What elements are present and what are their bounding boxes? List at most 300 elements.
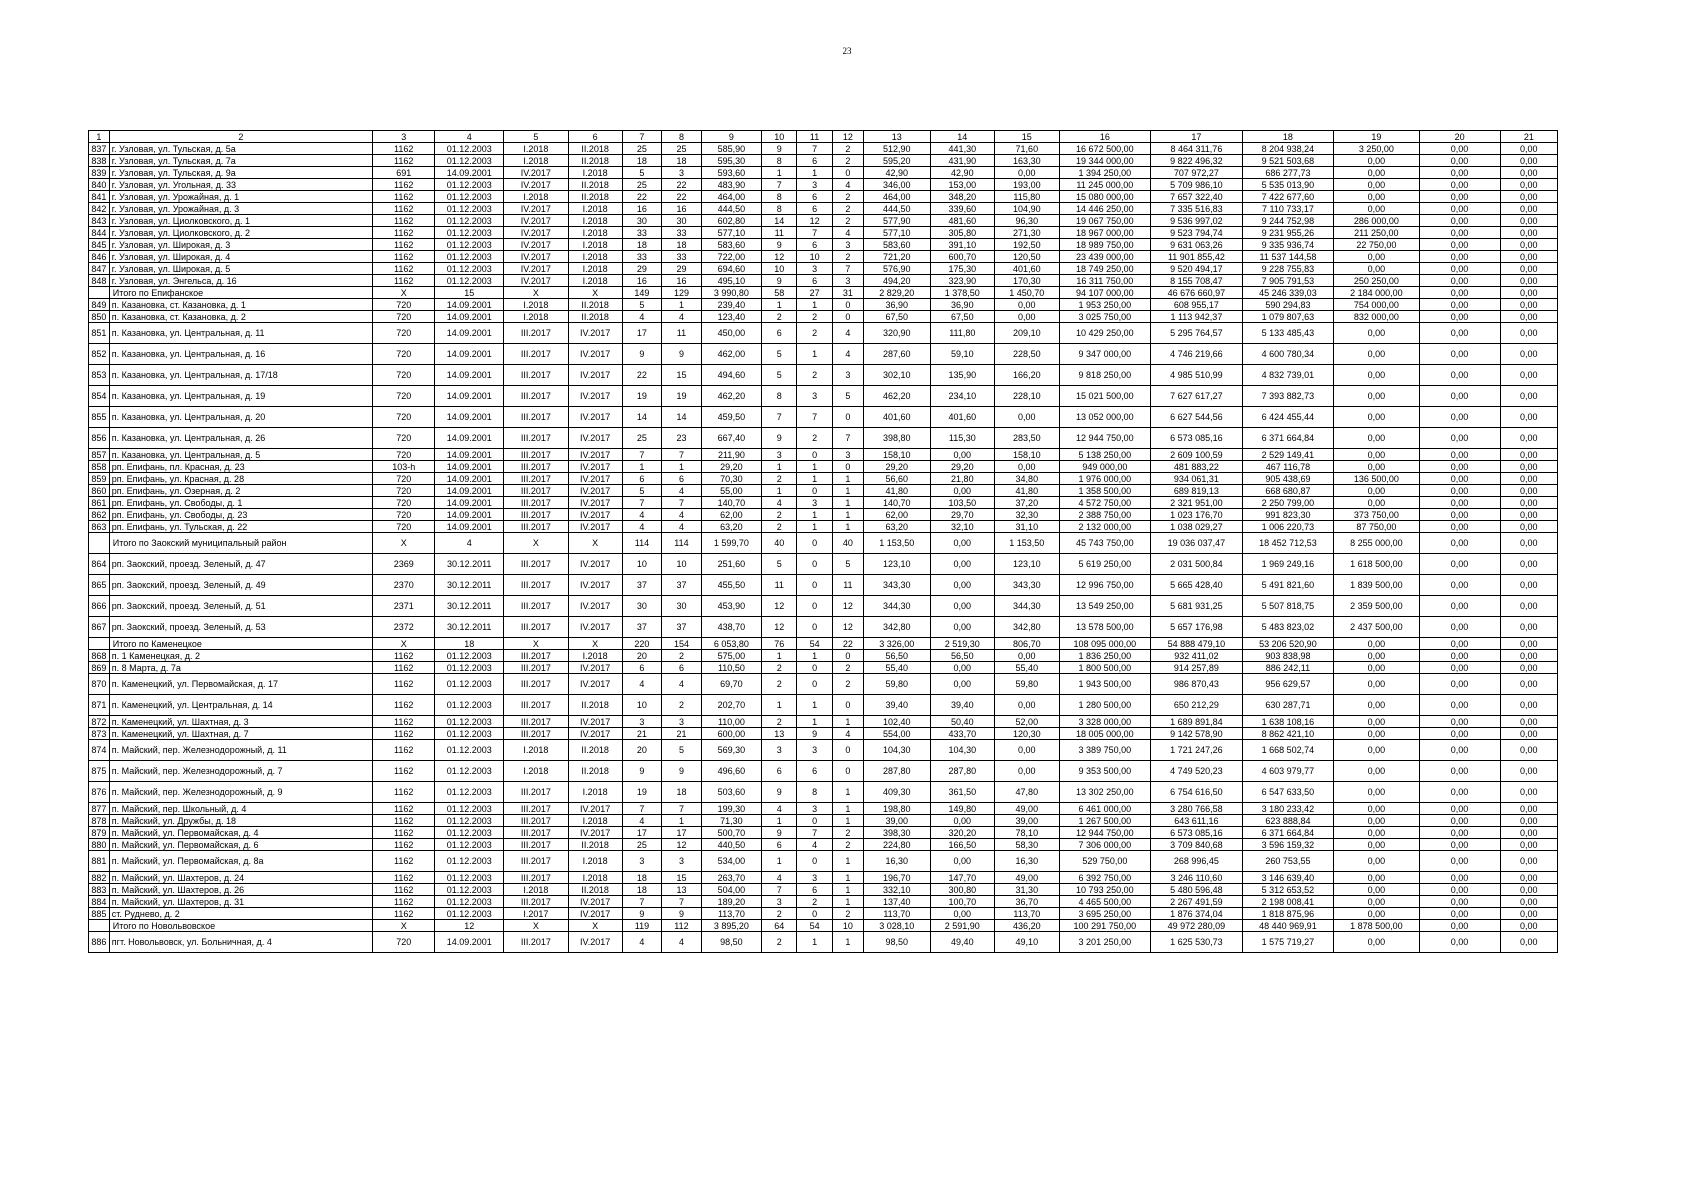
- table-cell: 2: [762, 662, 797, 674]
- table-cell: 7 422 677,60: [1242, 191, 1334, 203]
- table-cell: 5 657 176,98: [1151, 617, 1243, 638]
- table-cell: 332,10: [863, 884, 930, 896]
- table-cell: 0: [797, 449, 832, 461]
- table-cell: 6: [797, 203, 832, 215]
- table-cell: 211,90: [701, 449, 761, 461]
- table-cell: 14.09.2001: [435, 932, 504, 953]
- table-cell: 0: [832, 299, 863, 311]
- table-cell: 10: [832, 920, 863, 932]
- table-cell: III.2017: [504, 851, 569, 872]
- table-cell: 554,00: [863, 728, 930, 740]
- table-cell: 7 627 617,27: [1151, 386, 1243, 407]
- table-cell: 0,00: [1334, 167, 1419, 179]
- table-cell: 883: [89, 884, 110, 896]
- table-cell: 112: [662, 920, 702, 932]
- table-cell: 110,50: [701, 662, 761, 674]
- table-cell: IV.2017: [568, 596, 622, 617]
- table-cell: IV.2017: [568, 896, 622, 908]
- table-cell: 0,00: [1419, 449, 1500, 461]
- table-cell: 851: [89, 323, 110, 344]
- table-cell: 0,00: [1500, 695, 1557, 716]
- table-cell: 806,70: [995, 638, 1060, 650]
- table-cell: 630 287,71: [1242, 695, 1334, 716]
- table-cell: 8: [762, 203, 797, 215]
- table-cell: 0: [832, 761, 863, 782]
- column-number-cell: 1: [89, 131, 110, 143]
- table-cell: 1: [662, 299, 702, 311]
- table-cell: 01.12.2003: [435, 884, 504, 896]
- table-cell: 287,80: [930, 761, 995, 782]
- table-cell: III.2017: [504, 461, 569, 473]
- table-cell: 905 438,69: [1242, 473, 1334, 485]
- table-cell: 2: [797, 311, 832, 323]
- table-cell: 12: [797, 215, 832, 227]
- table-cell: 0,00: [1419, 323, 1500, 344]
- table-cell: 6: [662, 662, 702, 674]
- table-cell: 885: [89, 908, 110, 920]
- table-cell: 4: [832, 227, 863, 239]
- table-cell: 37: [622, 575, 662, 596]
- table-cell: 140,70: [863, 497, 930, 509]
- table-row: [89, 884, 1558, 896]
- table-cell: 3: [662, 716, 702, 728]
- table-cell: 577,90: [863, 215, 930, 227]
- table-cell: 2 321 951,00: [1151, 497, 1243, 509]
- table-cell: 7: [622, 896, 662, 908]
- table-cell: 842: [89, 203, 110, 215]
- table-cell: 569,30: [701, 740, 761, 761]
- table-cell: п. Казановка, ст. Казановка, д. 1: [109, 299, 372, 311]
- table-row: [89, 872, 1558, 884]
- table-cell: 56,50: [863, 650, 930, 662]
- table-cell: 877: [89, 803, 110, 815]
- table-cell: 21: [622, 728, 662, 740]
- table-cell: 12: [662, 839, 702, 851]
- table-cell: 14.09.2001: [435, 407, 504, 428]
- table-cell: 0: [797, 485, 832, 497]
- table-cell: 7: [662, 896, 702, 908]
- table-cell: 720: [373, 299, 435, 311]
- table-cell: II.2018: [568, 311, 622, 323]
- table-cell: 0,00: [1334, 908, 1419, 920]
- table-cell: 0,00: [1500, 662, 1557, 674]
- table-cell: 1162: [373, 851, 435, 872]
- table-cell: 1162: [373, 179, 435, 191]
- table-cell: 3 025 750,00: [1059, 311, 1151, 323]
- table-cell: 199,30: [701, 803, 761, 815]
- table-cell: 1 358 500,00: [1059, 485, 1151, 497]
- table-cell: 8 862 421,10: [1242, 728, 1334, 740]
- table-cell: Итого по Епифанское: [109, 287, 372, 299]
- column-number-cell: 4: [435, 131, 504, 143]
- table-cell: 0,00: [1334, 449, 1419, 461]
- table-cell: 838: [89, 155, 110, 167]
- table-cell: 0,00: [1500, 299, 1557, 311]
- table-cell: 0,00: [1500, 386, 1557, 407]
- table-cell: 8: [762, 191, 797, 203]
- table-cell: 7 657 322,40: [1151, 191, 1243, 203]
- table-cell: 2: [762, 674, 797, 695]
- table-cell: I.2017: [504, 908, 569, 920]
- table-cell: 0,00: [1500, 179, 1557, 191]
- table-cell: III.2017: [504, 803, 569, 815]
- table-cell: 2 609 100,59: [1151, 449, 1243, 461]
- table-cell: Итого по Заокский муниципальный район: [109, 533, 372, 554]
- table-cell: 4 572 750,00: [1059, 497, 1151, 509]
- table-cell: 0,00: [995, 461, 1060, 473]
- table-cell: 4 832 739,01: [1242, 365, 1334, 386]
- table-cell: 595,20: [863, 155, 930, 167]
- table-cell: 5: [762, 365, 797, 386]
- table-cell: г. Узловая, ул. Циолковского, д. 2: [109, 227, 372, 239]
- table-cell: 6 573 085,16: [1151, 428, 1243, 449]
- table-cell: 49 972 280,09: [1151, 920, 1243, 932]
- table-cell: 0: [797, 596, 832, 617]
- table-cell: 6: [797, 884, 832, 896]
- table-cell: п. Майский, пер. Школьный, д. 4: [109, 803, 372, 815]
- table-cell: 0,00: [1419, 932, 1500, 953]
- table-cell: 100 291 750,00: [1059, 920, 1151, 932]
- table-cell: 12 996 750,00: [1059, 575, 1151, 596]
- table-cell: 7 335 516,83: [1151, 203, 1243, 215]
- table-cell: 6: [797, 155, 832, 167]
- table-cell: 0,00: [1334, 251, 1419, 263]
- table-cell: 1162: [373, 203, 435, 215]
- table-cell: 0,00: [995, 311, 1060, 323]
- table-cell: 01.12.2003: [435, 839, 504, 851]
- table-cell: 1: [797, 167, 832, 179]
- table-cell: п. Каменецкий, ул. Шахтная, д. 3: [109, 716, 372, 728]
- table-cell: 1 878 500,00: [1334, 920, 1419, 932]
- table-cell: 53 206 520,90: [1242, 638, 1334, 650]
- table-cell: 300,80: [930, 884, 995, 896]
- table-cell: 5 491 821,60: [1242, 575, 1334, 596]
- table-cell: 0,00: [1500, 485, 1557, 497]
- table-cell: 6 053,80: [701, 638, 761, 650]
- table-cell: 3 695 250,00: [1059, 908, 1151, 920]
- table-cell: 0,00: [1419, 344, 1500, 365]
- table-cell: 25: [622, 428, 662, 449]
- column-number-cell: 7: [622, 131, 662, 143]
- table-cell: п. Майский, пер. Железнодорожный, д. 11: [109, 740, 372, 761]
- table-cell: 12: [762, 251, 797, 263]
- column-number-cell: 17: [1151, 131, 1243, 143]
- table-cell: 1162: [373, 839, 435, 851]
- table-cell: 884: [89, 896, 110, 908]
- table-cell: 1 638 108,16: [1242, 716, 1334, 728]
- table-cell: 0,00: [1419, 728, 1500, 740]
- table-row: [89, 617, 1558, 638]
- table-cell: 600,00: [701, 728, 761, 740]
- table-cell: 3: [797, 740, 832, 761]
- table-cell: 0,00: [1500, 365, 1557, 386]
- table-cell: 01.12.2003: [435, 728, 504, 740]
- table-cell: 343,30: [995, 575, 1060, 596]
- table-cell: 1162: [373, 674, 435, 695]
- table-cell: 4: [662, 521, 702, 533]
- table-cell: 2: [832, 155, 863, 167]
- table-cell: 01.12.2003: [435, 716, 504, 728]
- table-cell: 462,20: [863, 386, 930, 407]
- table-cell: 1: [832, 497, 863, 509]
- table-cell: 45 743 750,00: [1059, 533, 1151, 554]
- table-cell: 1: [622, 461, 662, 473]
- table-cell: I.2018: [504, 311, 569, 323]
- table-cell: 9: [762, 239, 797, 251]
- table-cell: 1162: [373, 728, 435, 740]
- table-cell: 0,00: [995, 650, 1060, 662]
- table-cell: 0,00: [1419, 485, 1500, 497]
- table-cell: 440,50: [701, 839, 761, 851]
- column-number-cell: 19: [1334, 131, 1419, 143]
- column-number-cell: 6: [568, 131, 622, 143]
- table-cell: III.2017: [504, 782, 569, 803]
- table-cell: III.2017: [504, 896, 569, 908]
- table-cell: 287,80: [863, 761, 930, 782]
- table-cell: 39,00: [863, 815, 930, 827]
- table-cell: II.2018: [568, 179, 622, 191]
- table-cell: 0,00: [1419, 575, 1500, 596]
- table-cell: 3: [762, 449, 797, 461]
- table-cell: 30.12.2011: [435, 596, 504, 617]
- table-cell: IV.2017: [568, 827, 622, 839]
- table-cell: 11 245 000,00: [1059, 179, 1151, 191]
- table-cell: 2: [832, 827, 863, 839]
- table-cell: 0,00: [1500, 461, 1557, 473]
- page-number: 23: [842, 46, 852, 56]
- table-cell: 1162: [373, 815, 435, 827]
- table-cell: 0,00: [1419, 920, 1500, 932]
- table-cell: 7 905 791,53: [1242, 275, 1334, 287]
- table-cell: 512,90: [863, 143, 930, 155]
- table-cell: 209,10: [995, 323, 1060, 344]
- table-cell: I.2018: [568, 239, 622, 251]
- table-cell: 583,60: [863, 239, 930, 251]
- table-cell: 286 000,00: [1334, 215, 1419, 227]
- table-cell: 0: [832, 311, 863, 323]
- table-row: [89, 554, 1558, 575]
- table-cell: 62,00: [863, 509, 930, 521]
- table-cell: 881: [89, 851, 110, 872]
- table-row: [89, 203, 1558, 215]
- table-cell: 19 344 000,00: [1059, 155, 1151, 167]
- table-cell: 433,70: [930, 728, 995, 740]
- table-cell: 9 818 250,00: [1059, 365, 1151, 386]
- table-cell: 0,00: [1419, 716, 1500, 728]
- table-cell: рп. Епифань, ул. Тульская, д. 22: [109, 521, 372, 533]
- table-cell: 575,00: [701, 650, 761, 662]
- table-cell: 593,60: [701, 167, 761, 179]
- housing-register-table: [88, 130, 1558, 953]
- table-cell: I.2018: [568, 215, 622, 227]
- table-row: [89, 650, 1558, 662]
- table-cell: 1: [832, 803, 863, 815]
- table-cell: 1 618 500,00: [1334, 554, 1419, 575]
- table-cell: 720: [373, 365, 435, 386]
- table-cell: 391,10: [930, 239, 995, 251]
- table-cell: 71,60: [995, 143, 1060, 155]
- table-cell: 33: [622, 251, 662, 263]
- table-cell: 0,00: [1419, 521, 1500, 533]
- table-cell: г. Узловая, ул. Тульская, д. 7а: [109, 155, 372, 167]
- table-cell: 320,20: [930, 827, 995, 839]
- table-cell: рп. Заокский, проезд. Зеленый, д. 47: [109, 554, 372, 575]
- table-cell: 01.12.2003: [435, 896, 504, 908]
- table-cell: 14.09.2001: [435, 509, 504, 521]
- table-cell: 6: [762, 761, 797, 782]
- table-cell: 0,00: [1334, 323, 1419, 344]
- table-cell: 01.12.2003: [435, 872, 504, 884]
- table-cell: III.2017: [504, 323, 569, 344]
- table-cell: 0,00: [1419, 239, 1500, 251]
- table-cell: 0,00: [1334, 461, 1419, 473]
- table-cell: 401,60: [995, 263, 1060, 275]
- table-cell: 49,10: [995, 932, 1060, 953]
- subtotal-row: [89, 920, 1558, 932]
- table-cell: 0,00: [1500, 638, 1557, 650]
- table-cell: 3 280 766,58: [1151, 803, 1243, 815]
- table-cell: 5 483 823,02: [1242, 617, 1334, 638]
- table-cell: IV.2017: [568, 344, 622, 365]
- table-cell: 10: [762, 263, 797, 275]
- table-cell: 348,20: [930, 191, 995, 203]
- table-cell: 1162: [373, 662, 435, 674]
- table-cell: 108 095 000,00: [1059, 638, 1151, 650]
- table-row: [89, 227, 1558, 239]
- table-cell: п. Майский, ул. Первомайская, д. 4: [109, 827, 372, 839]
- table-cell: 623 888,84: [1242, 815, 1334, 827]
- table-cell: 0,00: [1334, 740, 1419, 761]
- table-cell: 4: [622, 932, 662, 953]
- column-number-cell: 16: [1059, 131, 1151, 143]
- table-cell: 875: [89, 761, 110, 782]
- table-cell: 0,00: [1500, 896, 1557, 908]
- table-cell: 29: [622, 263, 662, 275]
- table-cell: 720: [373, 407, 435, 428]
- table-cell: п. Каменецкий, ул. Шахтная, д. 7: [109, 728, 372, 740]
- table-cell: 0,00: [1500, 827, 1557, 839]
- table-cell: 409,30: [863, 782, 930, 803]
- table-cell: 13 302 250,00: [1059, 782, 1151, 803]
- table-cell: 0,00: [1500, 650, 1557, 662]
- table-cell: 14.09.2001: [435, 497, 504, 509]
- table-cell: 1162: [373, 191, 435, 203]
- table-cell: 67,50: [930, 311, 995, 323]
- table-cell: I.2018: [568, 263, 622, 275]
- table-cell: 845: [89, 239, 110, 251]
- table-cell: п. Казановка, ул. Центральная, д. 20: [109, 407, 372, 428]
- table-cell: III.2017: [504, 485, 569, 497]
- table-cell: 0,00: [1500, 449, 1557, 461]
- table-cell: 19: [662, 386, 702, 407]
- table-row: [89, 449, 1558, 461]
- table-cell: 956 629,57: [1242, 674, 1334, 695]
- table-cell: 01.12.2003: [435, 227, 504, 239]
- table-cell: 1: [832, 884, 863, 896]
- table-cell: 0,00: [1419, 299, 1500, 311]
- table-cell: 58,30: [995, 839, 1060, 851]
- table-cell: 4 603 979,77: [1242, 761, 1334, 782]
- table-cell: 2: [797, 428, 832, 449]
- table-cell: 22: [832, 638, 863, 650]
- table-cell: 462,00: [701, 344, 761, 365]
- table-cell: 0,00: [1419, 365, 1500, 386]
- table-cell: 0,00: [1334, 716, 1419, 728]
- table-row: [89, 155, 1558, 167]
- table-row: [89, 896, 1558, 908]
- table-cell: 0,00: [1419, 203, 1500, 215]
- table-cell: 464,00: [863, 191, 930, 203]
- table-row: [89, 839, 1558, 851]
- table-cell: 668 680,87: [1242, 485, 1334, 497]
- table-cell: 12: [832, 596, 863, 617]
- table-cell: 1: [832, 932, 863, 953]
- table-cell: 0,00: [1500, 143, 1557, 155]
- table-cell: III.2017: [504, 716, 569, 728]
- table-cell: 4 465 500,00: [1059, 896, 1151, 908]
- table-cell: 154: [662, 638, 702, 650]
- table-cell: 0,00: [930, 851, 995, 872]
- table-cell: 3 389 750,00: [1059, 740, 1151, 761]
- table-cell: 373 750,00: [1334, 509, 1419, 521]
- table-cell: 1 969 249,16: [1242, 554, 1334, 575]
- table-cell: III.2017: [504, 386, 569, 407]
- table-cell: IV.2017: [568, 803, 622, 815]
- table-cell: 344,30: [995, 596, 1060, 617]
- table-cell: 9: [797, 728, 832, 740]
- table-cell: 163,30: [995, 155, 1060, 167]
- table-cell: 30: [622, 596, 662, 617]
- table-cell: 96,30: [995, 215, 1060, 227]
- table-cell: 0,00: [1500, 728, 1557, 740]
- table-cell: 0,00: [1334, 638, 1419, 650]
- table-cell: 113,70: [701, 908, 761, 920]
- table-cell: 2: [832, 908, 863, 920]
- table-cell: рп. Епифань, ул. Свободы, д. 1: [109, 497, 372, 509]
- table-cell: 0,00: [1500, 782, 1557, 803]
- table-cell: 3: [662, 851, 702, 872]
- table-cell: 0,00: [1419, 617, 1500, 638]
- table-cell: 6: [797, 275, 832, 287]
- table-cell: IV.2017: [568, 932, 622, 953]
- table-cell: 914 257,89: [1151, 662, 1243, 674]
- table-cell: 4 985 510,99: [1151, 365, 1243, 386]
- table-cell: 2: [762, 521, 797, 533]
- table-cell: г. Узловая, ул. Широкая, д. 5: [109, 263, 372, 275]
- table-cell: 8: [762, 386, 797, 407]
- table-cell: X: [568, 920, 622, 932]
- table-cell: 18: [622, 155, 662, 167]
- table-cell: 5: [762, 554, 797, 575]
- table-cell: 0,00: [1334, 191, 1419, 203]
- table-cell: 1 378,50: [930, 287, 995, 299]
- table-cell: 2 529 149,41: [1242, 449, 1334, 461]
- table-cell: 0,00: [1500, 323, 1557, 344]
- table-cell: 70,30: [701, 473, 761, 485]
- table-cell: 4: [662, 485, 702, 497]
- table-cell: 54: [797, 920, 832, 932]
- table-cell: 9: [762, 428, 797, 449]
- table-row: [89, 428, 1558, 449]
- table-cell: 3 028,10: [863, 920, 930, 932]
- table-cell: 25: [662, 143, 702, 155]
- table-cell: 0,00: [1419, 275, 1500, 287]
- table-cell: 859: [89, 473, 110, 485]
- table-cell: 0,00: [1500, 815, 1557, 827]
- table-cell: 720: [373, 449, 435, 461]
- table-cell: рп. Епифань, ул. Свободы, д. 23: [109, 509, 372, 521]
- table-cell: 401,60: [930, 407, 995, 428]
